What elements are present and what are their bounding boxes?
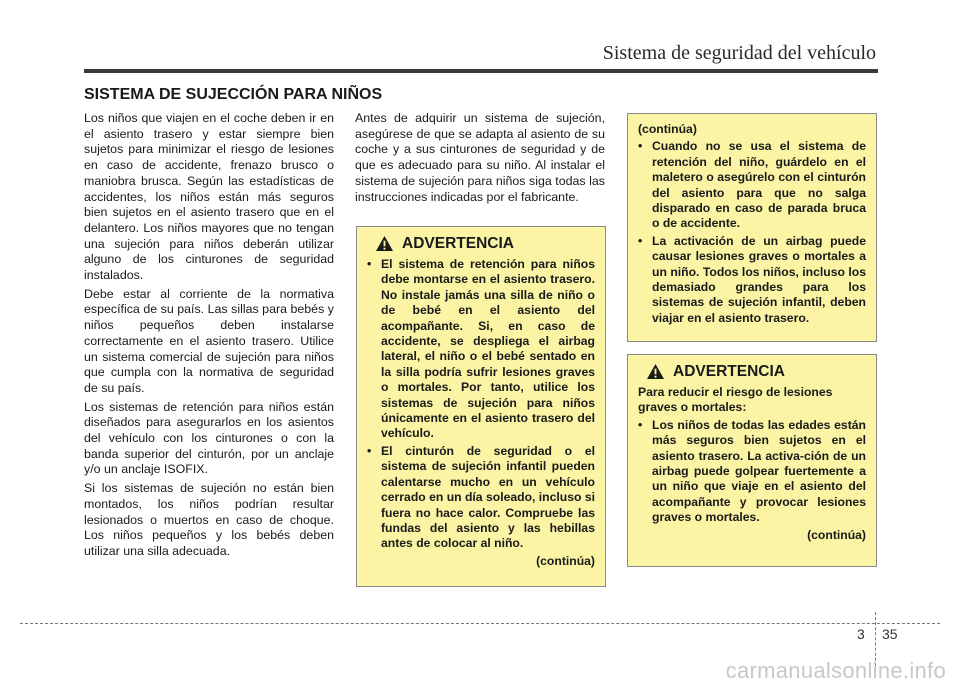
warning-list <box>638 418 866 526</box>
list-item-text: El sistema de retención para niños debe montarse en el asiento trasero. No instale jamás una silla de niño o de bebé en el asiento del acompañante. Si, en caso de accidente, se despliega el airbag lateral, el niño o el bebé sentado en la silla podría sufrir lesiones graves o mortales. Por tanto, utilice los sistemas de sujeción para niños únicamente en el asiento trasero del vehículo. <box>381 257 595 441</box>
paragraph: Los sistemas de retención para niños están diseñados para asegurarlos en los asientos del vehículo con los cinturones o con la banda superior del cinturón, por un anclaje y/o un anclaje ISOFIX. <box>84 399 334 477</box>
bullet: • <box>638 233 643 248</box>
list-item <box>367 257 595 442</box>
section-title: SISTEMA DE SUJECCIÓN PARA NIÑOS <box>84 86 383 103</box>
warning-box-continued <box>627 113 877 342</box>
continues-label: (continúa) <box>807 527 866 542</box>
bullet: • <box>367 443 372 458</box>
warning-list <box>638 139 866 326</box>
continues-label: (continúa) <box>536 553 595 568</box>
list-item <box>367 444 595 552</box>
warning-triangle-icon <box>375 235 394 252</box>
list-item <box>638 234 866 326</box>
bullet: • <box>638 417 643 432</box>
list-item-text: El cinturón de seguridad o el sistema de sujeción infantil pueden calentarse mucho en un vehículo cerrado en un día soleado, incluso si fuera no hace calor. Compruebe las fundas del asiento y las hebillas antes de colocar al niño. <box>381 443 596 551</box>
bullet: • <box>638 139 643 154</box>
warning-triangle-icon <box>646 363 665 380</box>
paragraph: Antes de adquirir un sistema de sujeción, asegúrese de que se adapta al asiento de su coche y a sus cinturones de seguridad y de que es adecuado para su niño. Al instalar el sistema de sujeción para niños siga todas las instrucciones indicadas por el fabricante. <box>355 111 605 204</box>
warning-list <box>367 257 595 552</box>
list-item-text: La activación de un airbag puede causar lesiones graves o mortales a un niño. Todos los niños, incluso los demasiado grandes para los sistemas de sujeción infantil, deben viajar en el asiento trasero. <box>652 233 866 325</box>
warning-box-child-seat <box>356 226 606 587</box>
paragraph: Si los sistemas de sujeción no están bien montados, los niños podrían resultar lesionados o muertos en caso de choque. Los niños pequeños y los bebés deben utilizar una silla adecuada. <box>84 481 334 558</box>
header-title: Sistema de seguridad del vehículo <box>602 42 876 64</box>
column-middle <box>355 111 605 208</box>
list-item <box>638 139 866 231</box>
warning-header <box>646 363 866 380</box>
watermark: carmanualsonline.info <box>725 658 946 683</box>
continued-label: (continúa) <box>638 122 697 136</box>
header-rule <box>84 69 878 73</box>
warning-heading: ADVERTENCIA <box>673 362 785 380</box>
warning-box-injury-risk <box>627 354 877 567</box>
list-item <box>638 418 866 526</box>
paragraph: Los niños que viajen en el coche deben ir en el asiento trasero y estar siempre bien sujetos para minimizar el riesgo de lesiones en caso de accidente, frenazo brusco o maniobra brusca. Según las estadísticas de accidentes, los niños están más seguros bien sujetos en el asiento trasero que en el delantero. Los niños mayores que no tengan una sujeción para niños deberán utilizar alguno de los cinturones de seguridad instalados. <box>84 111 334 283</box>
paragraph: Debe estar al corriente de la normativa específica de su país. Las sillas para bebés y niños pequeños deben instalarse correctamente en el asiento trasero. Utilice un sistema comercial de sujeción para niños que cumpla con la normativa de seguridad de su país. <box>84 286 334 395</box>
page-number: 35 <box>882 626 898 642</box>
column-left <box>84 111 334 563</box>
warning-header <box>375 235 595 252</box>
warning-intro: Para reducir el riesgo de lesiones graves o mortales: <box>638 385 833 415</box>
list-item-text: Cuando no se usa el sistema de retención del niño, guárdelo en el maletero o asegúrelo con el cinturón del asiento para que no salga disparado en caso de parada bruca o de accidente. <box>652 139 866 231</box>
footer-rule <box>20 623 940 624</box>
chapter-number: 3 <box>857 626 865 642</box>
list-item-text: Los niños de todas las edades están más seguros bien sujetos en el asiento trasero. La activa-ción de un airbag puede golpear fuertemente a un niño que viaje en el asiento del acompañante y provocar lesiones graves o mortales. <box>652 417 866 525</box>
bullet: • <box>367 257 372 271</box>
warning-heading: ADVERTENCIA <box>402 234 514 252</box>
